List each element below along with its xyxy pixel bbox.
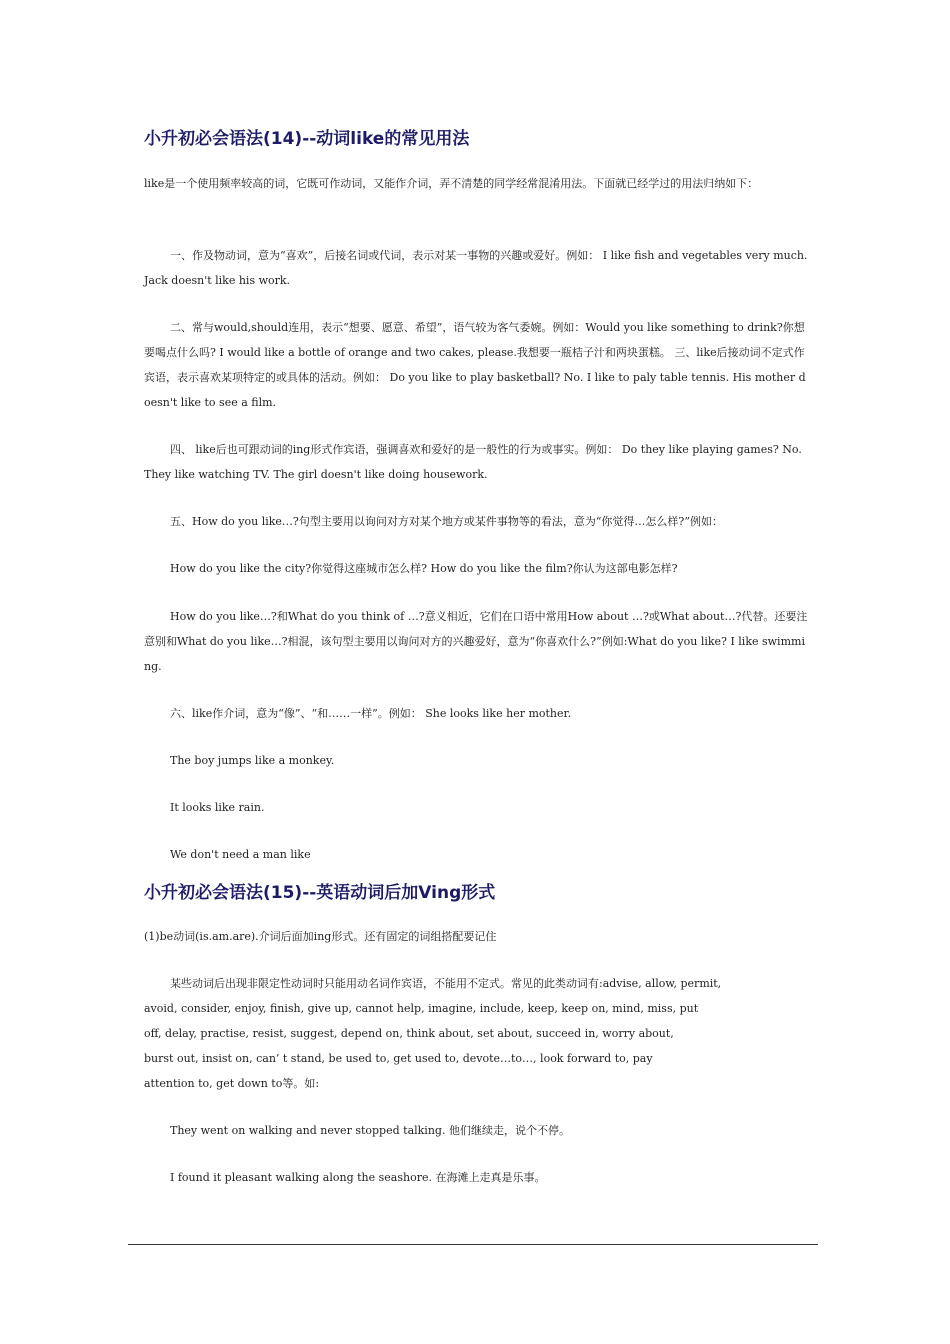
footer-rule [128,1244,818,1245]
section-15-intro: (1)be动词(is.am.are).介词后面加ing形式。还有固定的词组搭配要记住 [144,930,497,943]
section-14-intro: like是一个使用频率较高的词，它既可作动词，又能作介词，弄不清楚的同学经常混淆用法。下面就已经学过的用法归纳如下： [144,177,759,190]
section-14-paragraph-3: 四、 like后也可跟动词的ing形式作宾语，强调喜欢和爱好的是一般性的行为或事实。例如： Do they like playing games? No. They like watching TV. The girl doesn't like doing housework. [144,443,802,481]
section-14-paragraph-9: It looks like rain. [170,801,265,814]
section-14-paragraph-10: We don't need a man like [170,848,311,861]
section-14-paragraph-2: 二、常与would,should连用，表示“想要、愿意、希望”，语气较为客气委婉。例如：Would you like something to drink?你想要喝点什么吗? I would like a bottle of orange and two cakes, please.我想要一瓶桔子汁和两块蛋糕。 三、like后接动词不定式作宾语，表示喜欢某项特定的或具体的活动。例如： Do you like to play basketball? No. I like to paly table tennis. His mother doesn't like to see a film. [144,321,806,409]
section-15-paragraph-1-line-3: off, delay, practise, resist, suggest, depend on, think about, set about, succeed in, worry about, [144,1027,674,1040]
section-14-paragraph-8: The boy jumps like a monkey. [170,754,335,767]
section-15-title: 小升初必会语法(15)--英语动词后加Ving形式 [144,883,496,903]
section-14-paragraph-6: How do you like…?和What do you think of …?意义相近，它们在口语中常用How about …?或What about…?代替。还要注意别和What do you like…?相混，该句型主要用以询问对方的兴趣爱好，意为“你喜欢什么?”例如:What do you like? I like swimming. [144,610,808,673]
section-14-paragraph-4: 五、How do you like…?句型主要用以询问对方对某个地方或某件事物等的看法，意为“你觉得…怎么样?”例如： [170,515,723,528]
section-14-paragraph-5: How do you like the city?你觉得这座城市怎么样? How do you like the film?你认为这部电影怎样? [170,562,678,575]
section-14-title: 小升初必会语法(14)--动词like的常见用法 [144,129,470,149]
section-15-paragraph-1-line-5: attention to, get down to等。如: [144,1077,320,1090]
section-15-paragraph-1-line-2: avoid, consider, enjoy, finish, give up, cannot help, imagine, include, keep, keep on, mind, miss, put [144,1002,699,1015]
section-15-paragraph-3: I found it pleasant walking along the seashore. 在海滩上走真是乐事。 [170,1171,546,1184]
section-14-paragraph-1: 一、作及物动词，意为“喜欢”，后接名词或代词，表示对某一事物的兴趣或爱好。例如： I like fish and vegetables very much. Jack doesn't like his work. [144,249,808,287]
section-15-paragraph-1-line-1: 某些动词后出现非限定性动词时只能用动名词作宾语，不能用不定式。常见的此类动词有:advise, allow, permit, [170,977,722,990]
section-15-paragraph-2: They went on walking and never stopped talking. 他们继续走，说个不停。 [170,1124,570,1137]
section-15-paragraph-1-line-4: burst out, insist on, can’ t stand, be used to, get used to, devote…to…, look forward to, pay [144,1052,653,1065]
section-14-paragraph-7: 六、like作介词，意为“像”、“和……一样”。例如： She looks like her mother. [170,707,572,720]
